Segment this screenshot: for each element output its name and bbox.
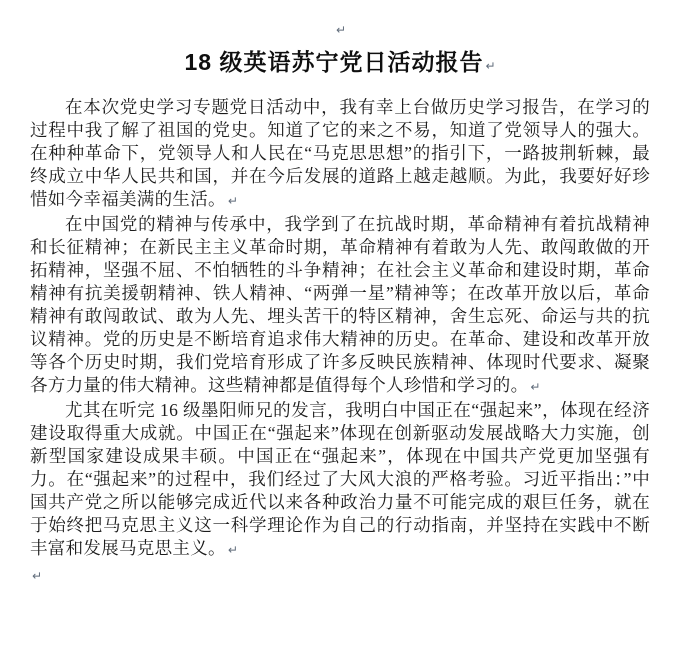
- paragraph-return-icon: ↵: [530, 380, 541, 394]
- empty-paragraph-top: [30, 16, 650, 44]
- paragraph-return-icon: ↵: [227, 543, 238, 557]
- page-title: [30, 44, 650, 84]
- paragraph-return-icon: ↵: [485, 59, 496, 73]
- title-text: 18 级英语苏宁党日活动报告: [184, 49, 484, 75]
- body-paragraph-2: [30, 213, 650, 399]
- body-paragraph-3: [30, 399, 650, 562]
- empty-paragraph-bottom: [30, 564, 650, 587]
- paragraph-return-icon: ↵: [32, 569, 43, 583]
- paragraph-return-icon: ↵: [227, 194, 238, 208]
- body-paragraph-1: [30, 96, 650, 213]
- document-body: [30, 96, 650, 562]
- paragraph-text: 尤其在听完 16 级墨阳师兄的发言，我明白中国正在“强起来”，体现在经济建设取得重大成就。中国正在“强起来”体现在创新驱动发展战略大力实施，创新型国家建设成果丰硕。中国正在“强起来”，体现在中国共产党更加坚强有力。在“强起来”的过程中，我们经过了大风大浪的严格考验。习近平指出：”中国共产党之所以能够完成近代以来各种政治力量不可能完成的艰巨任务，就在于始终把马克思主义这一科学理论作为自己的行动指南，并坚持在实践中不断丰富和发展马克思主义。: [30, 400, 650, 558]
- paragraph-text: 在本次党史学习专题党日活动中，我有幸上台做历史学习报告，在学习的过程中我了解了祖国的党史。知道了它的来之不易，知道了党领导人的强大。在种种革命下，党领导人和人民在“马克思思想”的指引下，一路披荆斩棘，最终成立中华人民共和国，并在今后发展的道路上越走越顺。为此，我要好好珍惜如今幸福美满的生活。: [30, 97, 650, 209]
- paragraph-text: 在中国党的精神与传承中，我学到了在抗战时期，革命精神有着抗战精神和长征精神；在新民主主义革命时期，革命精神有着敢为人先、敢闯敢做的开拓精神，坚强不屈、不怕牺牲的斗争精神；在社会主义革命和建设时期，革命精神有抗美援朝精神、铁人精神、“两弹一星”精神等；在改革开放以后，革命精神有敢闯敢试、敢为人先、埋头苦干的特区精神，舍生忘死、命运与共的抗议精神。党的历史是不断培育追求伟大精神的历史。在革命、建设和改革开放等各个历史时期，我们党培育形成了许多反映民族精神、体现时代要求、凝聚各方力量的伟大精神。这些精神都是值得每个人珍惜和学习的。: [30, 214, 650, 395]
- paragraph-return-icon: ↵: [335, 23, 347, 37]
